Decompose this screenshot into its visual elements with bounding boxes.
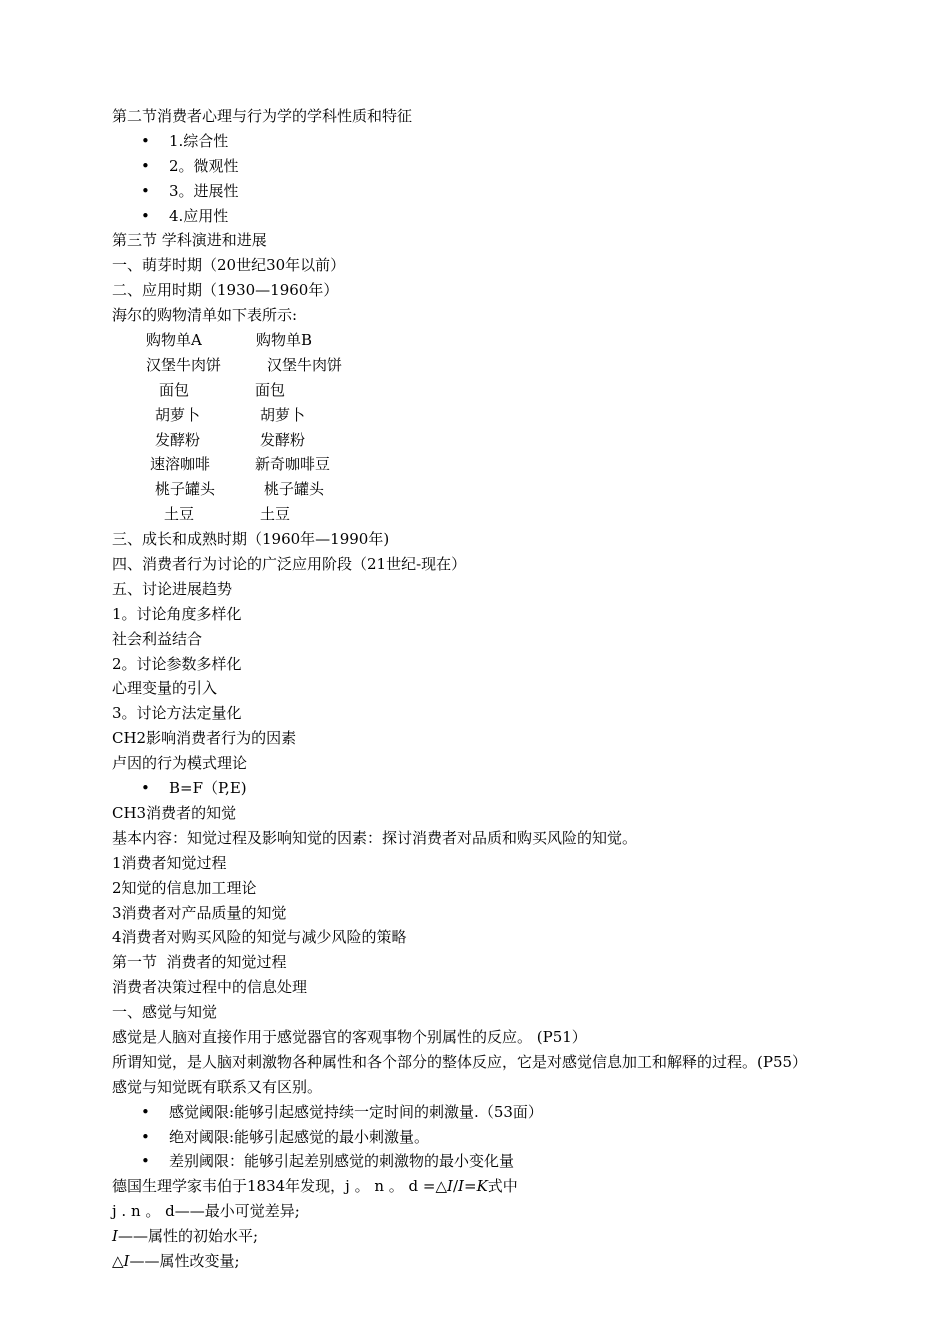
list-item: • 差别阈限：能够引起差别感觉的刺激物的最小变化量 (112, 1149, 887, 1174)
paragraph: 1。讨论角度多样化 (112, 604, 242, 623)
list-item: • 绝对阈限:能够引起感觉的最小刺激量。 (112, 1125, 887, 1150)
weber-text: 式中 (487, 1177, 518, 1196)
table-cell: 土豆 (164, 505, 195, 524)
paragraph: 感觉是人脑对直接作用于感觉器官的客观事物个别属性的反应。 (P51） (112, 1027, 587, 1046)
chapter-heading: CH3消费者的知觉 (112, 803, 237, 822)
list-item: • 3。进展性 (112, 179, 887, 204)
weber-symbol: K (476, 1177, 488, 1196)
paragraph: 一、萌芽时期（20世纪30年以前） (112, 256, 346, 275)
table-row (112, 477, 887, 502)
list-item: • 4.应用性 (112, 204, 887, 229)
section-heading: 第二节消费者心理与行为学的学科性质和特征 (112, 107, 413, 125)
variable-symbol: I (123, 1251, 130, 1270)
table-row (112, 452, 887, 477)
paragraph: 三、成长和成熟时期（1960年—1990年) (112, 530, 390, 549)
table-row (112, 378, 887, 403)
topic-item: 2知觉的信息加工理论 (112, 878, 257, 897)
paragraph: 海尔的购物清单如下表所示: (112, 306, 298, 325)
topic-item: 4消费者对购买风险的知觉与减少风险的策略 (112, 928, 407, 947)
list-item: • 2。微观性 (112, 154, 887, 179)
weber-symbol: I (458, 1177, 464, 1196)
weber-formula (112, 1174, 887, 1199)
table-header-b: 购物单B (256, 331, 313, 350)
paragraph: 3。讨论方法定量化 (112, 704, 242, 723)
paragraph: 二、应用时期（1930—1960年） (112, 281, 339, 300)
paragraph: j . n 。 d——最小可觉差异; (112, 1202, 300, 1221)
paragraph: 心理变量的引入 (112, 679, 218, 698)
paragraph: 所谓知觉，是人脑对刺激物各种属性和各个部分的整体反应，它是对感觉信息加工和解释的过程。(P55） (112, 1052, 808, 1071)
table-cell: 汉堡牛肉饼 (267, 355, 343, 374)
formula-item: • B=F（P,E) (112, 776, 887, 801)
table-cell: 新奇咖啡豆 (255, 455, 331, 474)
topic-item: 3消费者对产品质量的知觉 (112, 903, 287, 922)
weber-text: 德国生理学家韦伯于1834年发现，j 。 n 。 d =△ (112, 1177, 448, 1196)
table-cell: 胡萝卜 (155, 405, 201, 424)
table-header-a: 购物单A (146, 331, 202, 350)
table-cell: 发酵粉 (155, 430, 201, 449)
table-row (112, 502, 887, 527)
shopping-list-table (112, 328, 887, 527)
table-row (112, 428, 887, 453)
paragraph: 卢因的行为模式理论 (112, 754, 248, 773)
table-row (112, 403, 887, 428)
list-item: • 感觉阈限:能够引起感觉持续一定时间的刺激量.（53面） (112, 1100, 887, 1125)
paragraph: 一、感觉与知觉 (112, 1003, 218, 1022)
document-page (112, 104, 887, 1274)
paragraph: 四、消费者行为讨论的广泛应用阶段（21世纪-现在） (112, 555, 467, 574)
paragraph: 社会利益结合 (112, 629, 203, 648)
table-cell: 胡萝卜 (260, 405, 306, 424)
table-cell: 面包 (255, 380, 286, 399)
table-cell: 桃子罐头 (155, 480, 216, 499)
paragraph: 五、讨论进展趋势 (112, 579, 233, 598)
paragraph: 基本内容：知觉过程及影响知觉的因素：探讨消费者对品质和购买风险的知觉。 (112, 828, 638, 847)
delta-symbol: △ (112, 1251, 124, 1270)
weber-symbol: / (452, 1177, 459, 1196)
section-heading: 第三节 学科演进和进展 (112, 231, 267, 250)
list-item: • 1.综合性 (112, 129, 887, 154)
definition-text: ——属性的初始水平; (117, 1227, 258, 1246)
weber-symbol: = (463, 1177, 477, 1196)
paragraph: 感觉与知觉既有联系又有区别。 (112, 1077, 323, 1096)
table-cell: 发酵粉 (260, 430, 306, 449)
definition-line (112, 1249, 887, 1274)
topic-item: 1消费者知觉过程 (112, 853, 227, 872)
table-cell: 面包 (159, 380, 190, 399)
table-header-row (112, 328, 887, 353)
table-cell: 土豆 (260, 505, 291, 524)
chapter-heading: CH2影响消费者行为的因素 (112, 729, 297, 748)
definition-line (112, 1224, 887, 1249)
table-cell: 速溶咖啡 (150, 455, 211, 474)
table-row (112, 353, 887, 378)
variable-symbol: I (112, 1227, 118, 1246)
weber-symbol: I (447, 1177, 453, 1196)
table-cell: 汉堡牛肉饼 (146, 355, 222, 374)
section-heading: 第一节 消费者的知觉过程 (112, 953, 287, 972)
paragraph: 2。讨论参数多样化 (112, 654, 242, 673)
table-cell: 桃子罐头 (264, 480, 325, 499)
paragraph: 消费者决策过程中的信息处理 (112, 978, 308, 997)
definition-text: ——属性改变量; (129, 1251, 240, 1270)
